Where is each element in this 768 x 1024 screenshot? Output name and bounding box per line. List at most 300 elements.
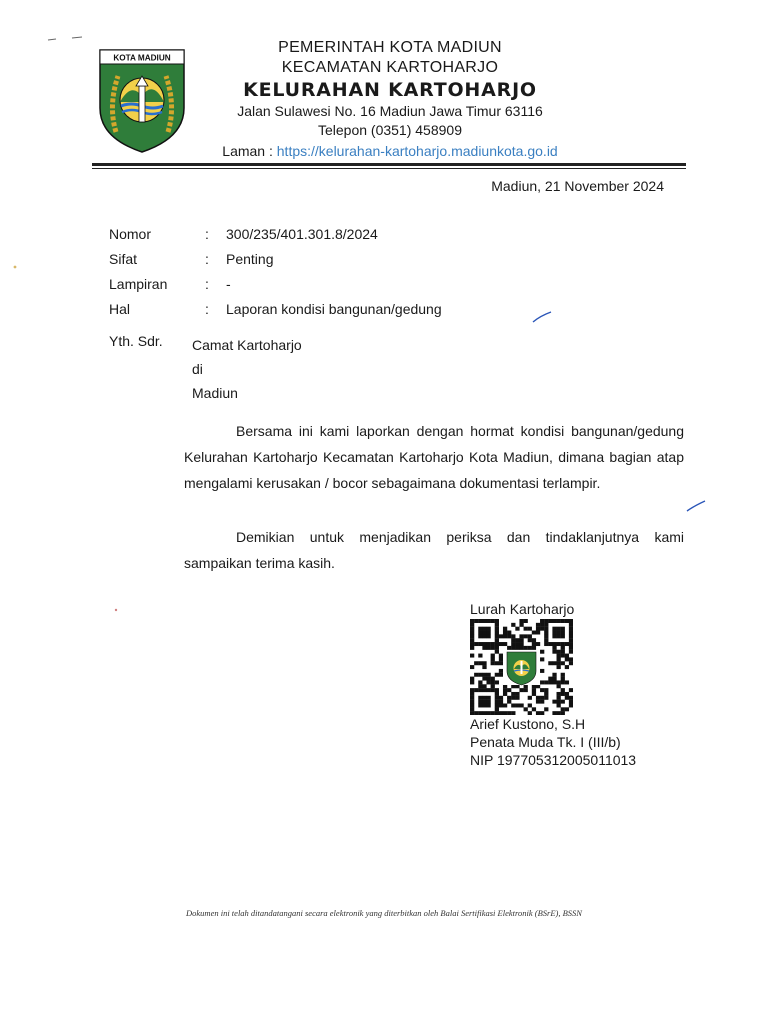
qr-module: [486, 703, 490, 707]
qr-module: [540, 696, 544, 700]
qr-module: [482, 700, 486, 704]
qr-module: [552, 619, 556, 623]
qr-emblem-icon: [503, 650, 540, 685]
website-label: Laman :: [222, 143, 277, 159]
qr-module: [470, 646, 474, 650]
qr-module: [528, 703, 532, 707]
qr-module: [482, 642, 486, 646]
signer-rank: Penata Muda Tk. I (III/b): [470, 734, 621, 750]
recipient-block: [192, 333, 302, 405]
qr-module: [482, 677, 486, 681]
qr-module: [552, 646, 556, 650]
qr-module: [540, 650, 544, 654]
qr-module: [499, 634, 503, 638]
qr-module: [486, 619, 490, 623]
qr-module: [503, 627, 507, 631]
qr-module: [544, 634, 548, 638]
qr-module: [499, 642, 503, 646]
website-link[interactable]: https://kelurahan-kartoharjo.madiunkota.go.id: [276, 143, 558, 159]
qr-module: [495, 650, 499, 654]
qr-module: [552, 677, 556, 681]
qr-module: [474, 661, 478, 665]
letterhead: [190, 38, 590, 161]
qr-module: [524, 627, 528, 631]
qr-module: [569, 638, 573, 642]
qr-module: [511, 696, 515, 700]
qr-module: [478, 634, 482, 638]
qr-module: [544, 627, 548, 631]
qr-module: [557, 619, 561, 623]
qr-module: [528, 638, 532, 642]
qr-module: [486, 646, 490, 650]
qr-module: [470, 700, 474, 704]
signature-qr-code: [470, 619, 573, 715]
qr-module: [557, 661, 561, 665]
qr-module: [503, 688, 507, 692]
qr-module: [499, 700, 503, 704]
recipient-place: Madiun: [192, 385, 238, 401]
qr-module: [499, 696, 503, 700]
body-text-1: Bersama ini kami laporkan dengan hormat kondisi bangunan/gedung Kelurahan Kartoharjo Kecamatan Kartoharjo Kota Madiun, dimana bagian atap mengalami kerusakan / bocor sebagaimana dokumentasi terlampir.: [184, 423, 684, 491]
qr-module: [540, 627, 544, 631]
qr-module: [557, 680, 561, 684]
qr-module: [548, 619, 552, 623]
kota-madiun-emblem-icon: [96, 46, 188, 154]
meta-key: Nomor: [109, 226, 152, 242]
qr-module: [470, 680, 474, 684]
qr-module: [482, 646, 486, 650]
qr-module: [552, 700, 556, 704]
qr-module: [552, 634, 556, 638]
body-text-2: Demikian untuk menjadikan periksa dan tindaklanjutnya kami sampaikan terima kasih.: [184, 529, 684, 571]
qr-module: [544, 619, 548, 623]
qr-module: [569, 631, 573, 635]
qr-module: [470, 623, 474, 627]
qr-module: [544, 638, 548, 642]
qr-module: [519, 703, 523, 707]
qr-module: [482, 619, 486, 623]
qr-module: [532, 707, 536, 711]
scan-dot-icon: [12, 264, 18, 270]
qr-module: [532, 646, 536, 650]
qr-module: [544, 707, 548, 711]
qr-module: [544, 623, 548, 627]
qr-module: [569, 688, 573, 692]
qr-module: [482, 684, 486, 688]
qr-module: [491, 688, 495, 692]
qr-module: [495, 627, 499, 631]
qr-module: [503, 634, 507, 638]
qr-module: [470, 696, 474, 700]
qr-module: [511, 692, 515, 696]
office-name: KELURAHAN KARTOHARJO: [243, 79, 537, 101]
qr-module: [507, 688, 511, 692]
qr-module: [524, 619, 528, 623]
qr-module: [491, 677, 495, 681]
qr-module: [540, 700, 544, 704]
qr-module: [552, 650, 556, 654]
qr-module: [540, 657, 544, 661]
qr-module: [569, 650, 573, 654]
qr-module: [499, 654, 503, 658]
qr-module: [495, 703, 499, 707]
qr-module: [486, 696, 490, 700]
meta-colon: :: [205, 226, 209, 242]
qr-module: [569, 646, 573, 650]
qr-module: [548, 661, 552, 665]
meta-colon: :: [205, 276, 209, 292]
qr-module: [536, 627, 540, 631]
qr-module: [486, 680, 490, 684]
qr-module: [499, 673, 503, 677]
qr-module: [569, 661, 573, 665]
qr-module: [536, 631, 540, 635]
qr-module: [557, 692, 561, 696]
qr-module: [470, 688, 474, 692]
qr-module: [486, 634, 490, 638]
qr-module: [561, 627, 565, 631]
qr-module: [491, 661, 495, 665]
office-phone: Telepon (0351) 458909: [317, 122, 462, 138]
qr-module: [524, 634, 528, 638]
qr-module: [478, 673, 482, 677]
qr-module: [561, 654, 565, 658]
qr-module: [478, 696, 482, 700]
qr-module: [557, 634, 561, 638]
qr-module: [552, 661, 556, 665]
body-paragraph-1: [184, 418, 684, 496]
qr-module: [565, 642, 569, 646]
qr-module: [557, 657, 561, 661]
letter-date: Madiun, 21 November 2024: [491, 178, 664, 194]
letterhead-rule-thin: [92, 168, 686, 169]
qr-module: [544, 696, 548, 700]
qr-module: [491, 646, 495, 650]
qr-module: [552, 642, 556, 646]
qr-module: [544, 688, 548, 692]
qr-module: [507, 700, 511, 704]
qr-module: [519, 646, 523, 650]
qr-module: [486, 688, 490, 692]
meta-key: Hal: [109, 301, 131, 317]
meta-value: Laporan kondisi bangunan/gedung: [226, 301, 442, 317]
qr-module: [470, 703, 474, 707]
qr-module: [474, 619, 478, 623]
qr-module: [540, 680, 544, 684]
qr-module: [470, 677, 474, 681]
e-signature-footer: Dokumen ini telah ditandatangani secara elektronik yang diterbitkan oleh Balai Sertifikasi Elektronik (BSrE), BSSN: [186, 908, 582, 918]
qr-module: [544, 642, 548, 646]
qr-module: [557, 665, 561, 669]
qr-module: [524, 688, 528, 692]
qr-module: [561, 688, 565, 692]
qr-module: [569, 634, 573, 638]
qr-module: [511, 634, 515, 638]
qr-module: [495, 696, 499, 700]
district-name: KECAMATAN KARTOHARJO: [281, 59, 499, 76]
qr-module: [569, 657, 573, 661]
qr-module: [557, 703, 561, 707]
qr-module: [565, 665, 569, 669]
qr-module: [495, 634, 499, 638]
pen-tick-icon: [532, 310, 552, 324]
qr-module: [515, 703, 519, 707]
qr-module: [470, 642, 474, 646]
qr-module: [532, 692, 536, 696]
qr-module: [478, 642, 482, 646]
qr-module: [569, 619, 573, 623]
qr-module: [503, 642, 507, 646]
qr-module: [470, 654, 474, 658]
meta-colon: :: [205, 251, 209, 267]
qr-module: [470, 665, 474, 669]
qr-module: [470, 627, 474, 631]
qr-module: [478, 700, 482, 704]
qr-module: [561, 646, 565, 650]
qr-module: [565, 680, 569, 684]
qr-module: [561, 707, 565, 711]
qr-module: [499, 661, 503, 665]
qr-module: [507, 634, 511, 638]
svg-text:KOTA MADIUN: KOTA MADIUN: [113, 53, 171, 63]
qr-module: [482, 634, 486, 638]
qr-module: [470, 638, 474, 642]
qr-module: [495, 619, 499, 623]
qr-module: [536, 696, 540, 700]
qr-module: [569, 642, 573, 646]
qr-module: [482, 661, 486, 665]
meta-value: 300/235/401.301.8/2024: [226, 226, 378, 242]
scan-mark-icon: [46, 34, 86, 44]
qr-module: [569, 627, 573, 631]
pen-tick-icon: [686, 499, 706, 513]
meta-key: Lampiran: [109, 276, 168, 292]
qr-module: [557, 650, 561, 654]
qr-module: [482, 627, 486, 631]
qr-module: [540, 669, 544, 673]
letterhead-rule-thick: [92, 163, 686, 166]
qr-module: [486, 631, 490, 635]
qr-module: [470, 707, 474, 711]
qr-module: [482, 631, 486, 635]
qr-module: [478, 631, 482, 635]
qr-module: [519, 623, 523, 627]
qr-module: [519, 619, 523, 623]
qr-module: [495, 688, 499, 692]
qr-module: [544, 680, 548, 684]
qr-module: [519, 634, 523, 638]
qr-module: [495, 673, 499, 677]
qr-module: [499, 703, 503, 707]
meta-colon: :: [205, 301, 209, 317]
qr-module: [536, 700, 540, 704]
qr-module: [495, 646, 499, 650]
qr-module: [561, 619, 565, 623]
meta-value: -: [226, 276, 231, 292]
qr-module: [528, 696, 532, 700]
qr-module: [495, 638, 499, 642]
signer-name: Arief Kustono, S.H: [470, 716, 586, 732]
qr-module: [507, 696, 511, 700]
qr-module: [491, 680, 495, 684]
qr-module: [495, 707, 499, 711]
qr-module: [548, 680, 552, 684]
qr-module: [499, 657, 503, 661]
qr-module: [486, 700, 490, 704]
qr-module: [507, 646, 511, 650]
qr-module: [565, 657, 569, 661]
qr-module: [486, 673, 490, 677]
qr-module: [532, 638, 536, 642]
qr-module: [486, 627, 490, 631]
qr-module: [491, 657, 495, 661]
qr-module: [515, 638, 519, 642]
qr-module: [557, 654, 561, 658]
qr-module: [511, 642, 515, 646]
qr-module: [565, 696, 569, 700]
qr-module: [561, 650, 565, 654]
qr-module: [561, 661, 565, 665]
qr-module: [561, 680, 565, 684]
qr-module: [561, 631, 565, 635]
recipient-name: Camat Kartoharjo: [192, 337, 302, 353]
qr-module: [536, 642, 540, 646]
qr-module: [561, 642, 565, 646]
qr-module: [565, 654, 569, 658]
qr-module: [486, 677, 490, 681]
qr-module: [474, 673, 478, 677]
qr-module: [532, 631, 536, 635]
qr-module: [491, 642, 495, 646]
qr-module: [519, 642, 523, 646]
qr-module: [478, 661, 482, 665]
qr-module: [503, 631, 507, 635]
qr-module: [561, 700, 565, 704]
qr-module: [552, 673, 556, 677]
qr-module: [491, 654, 495, 658]
qr-module: [474, 688, 478, 692]
qr-module: [515, 696, 519, 700]
qr-module: [532, 688, 536, 692]
qr-module: [561, 634, 565, 638]
qr-module: [540, 688, 544, 692]
qr-module: [544, 631, 548, 635]
qr-module: [482, 696, 486, 700]
qr-module: [519, 688, 523, 692]
office-address: Jalan Sulawesi No. 16 Madiun Jawa Timur 63116: [237, 103, 543, 119]
qr-module: [565, 619, 569, 623]
qr-module: [470, 692, 474, 696]
qr-module: [548, 677, 552, 681]
qr-module: [552, 680, 556, 684]
qr-module: [561, 677, 565, 681]
qr-module: [470, 634, 474, 638]
qr-module: [569, 623, 573, 627]
qr-module: [482, 673, 486, 677]
qr-module: [557, 684, 561, 688]
qr-module: [486, 642, 490, 646]
qr-module: [528, 634, 532, 638]
qr-module: [482, 688, 486, 692]
qr-module: [478, 619, 482, 623]
qr-module: [565, 707, 569, 711]
signer-block: [470, 715, 636, 769]
qr-module: [495, 661, 499, 665]
qr-module: [474, 642, 478, 646]
qr-module: [491, 619, 495, 623]
signature-title: Lurah Kartoharjo: [470, 601, 575, 617]
qr-module: [495, 623, 499, 627]
qr-module: [515, 646, 519, 650]
qr-module: [515, 627, 519, 631]
qr-module: [515, 692, 519, 696]
qr-module: [478, 627, 482, 631]
office-website: [190, 141, 590, 161]
qr-module: [569, 696, 573, 700]
qr-module: [524, 646, 528, 650]
qr-module: [503, 703, 507, 707]
qr-module: [478, 684, 482, 688]
qr-module: [528, 646, 532, 650]
qr-module: [557, 700, 561, 704]
qr-module: [557, 642, 561, 646]
qr-module: [528, 627, 532, 631]
recipient-di: di: [192, 361, 203, 377]
body-paragraph-2: [184, 524, 684, 576]
qr-module: [515, 642, 519, 646]
qr-module: [540, 623, 544, 627]
meta-key: Sifat: [109, 251, 138, 267]
signer-nip: NIP 197705312005011013: [470, 752, 637, 768]
qr-module: [511, 638, 515, 642]
qr-module: [561, 673, 565, 677]
qr-module: [540, 619, 544, 623]
qr-module: [511, 646, 515, 650]
qr-module: [495, 631, 499, 635]
recipient-label: Yth. Sdr.: [109, 333, 163, 349]
qr-module: [482, 703, 486, 707]
qr-module: [482, 665, 486, 669]
qr-module: [565, 692, 569, 696]
qr-module: [478, 703, 482, 707]
qr-module: [552, 627, 556, 631]
qr-module: [495, 642, 499, 646]
qr-module: [544, 692, 548, 696]
qr-module: [557, 631, 561, 635]
qr-module: [548, 642, 552, 646]
qr-module: [561, 692, 565, 696]
qr-module: [519, 638, 523, 642]
qr-module: [495, 680, 499, 684]
qr-module: [524, 707, 528, 711]
qr-module: [532, 642, 536, 646]
qr-module: [511, 623, 515, 627]
qr-module: [536, 623, 540, 627]
qr-module: [511, 703, 515, 707]
qr-module: [478, 680, 482, 684]
qr-module: [478, 688, 482, 692]
qr-module: [495, 692, 499, 696]
qr-module: [491, 684, 495, 688]
qr-module: [569, 703, 573, 707]
qr-module: [495, 700, 499, 704]
government-name: PEMERINTAH KOTA MADIUN: [278, 39, 502, 56]
qr-module: [470, 619, 474, 623]
qr-module: [569, 700, 573, 704]
qr-module: [478, 654, 482, 658]
qr-module: [503, 692, 507, 696]
scan-dot-icon: [113, 607, 119, 613]
